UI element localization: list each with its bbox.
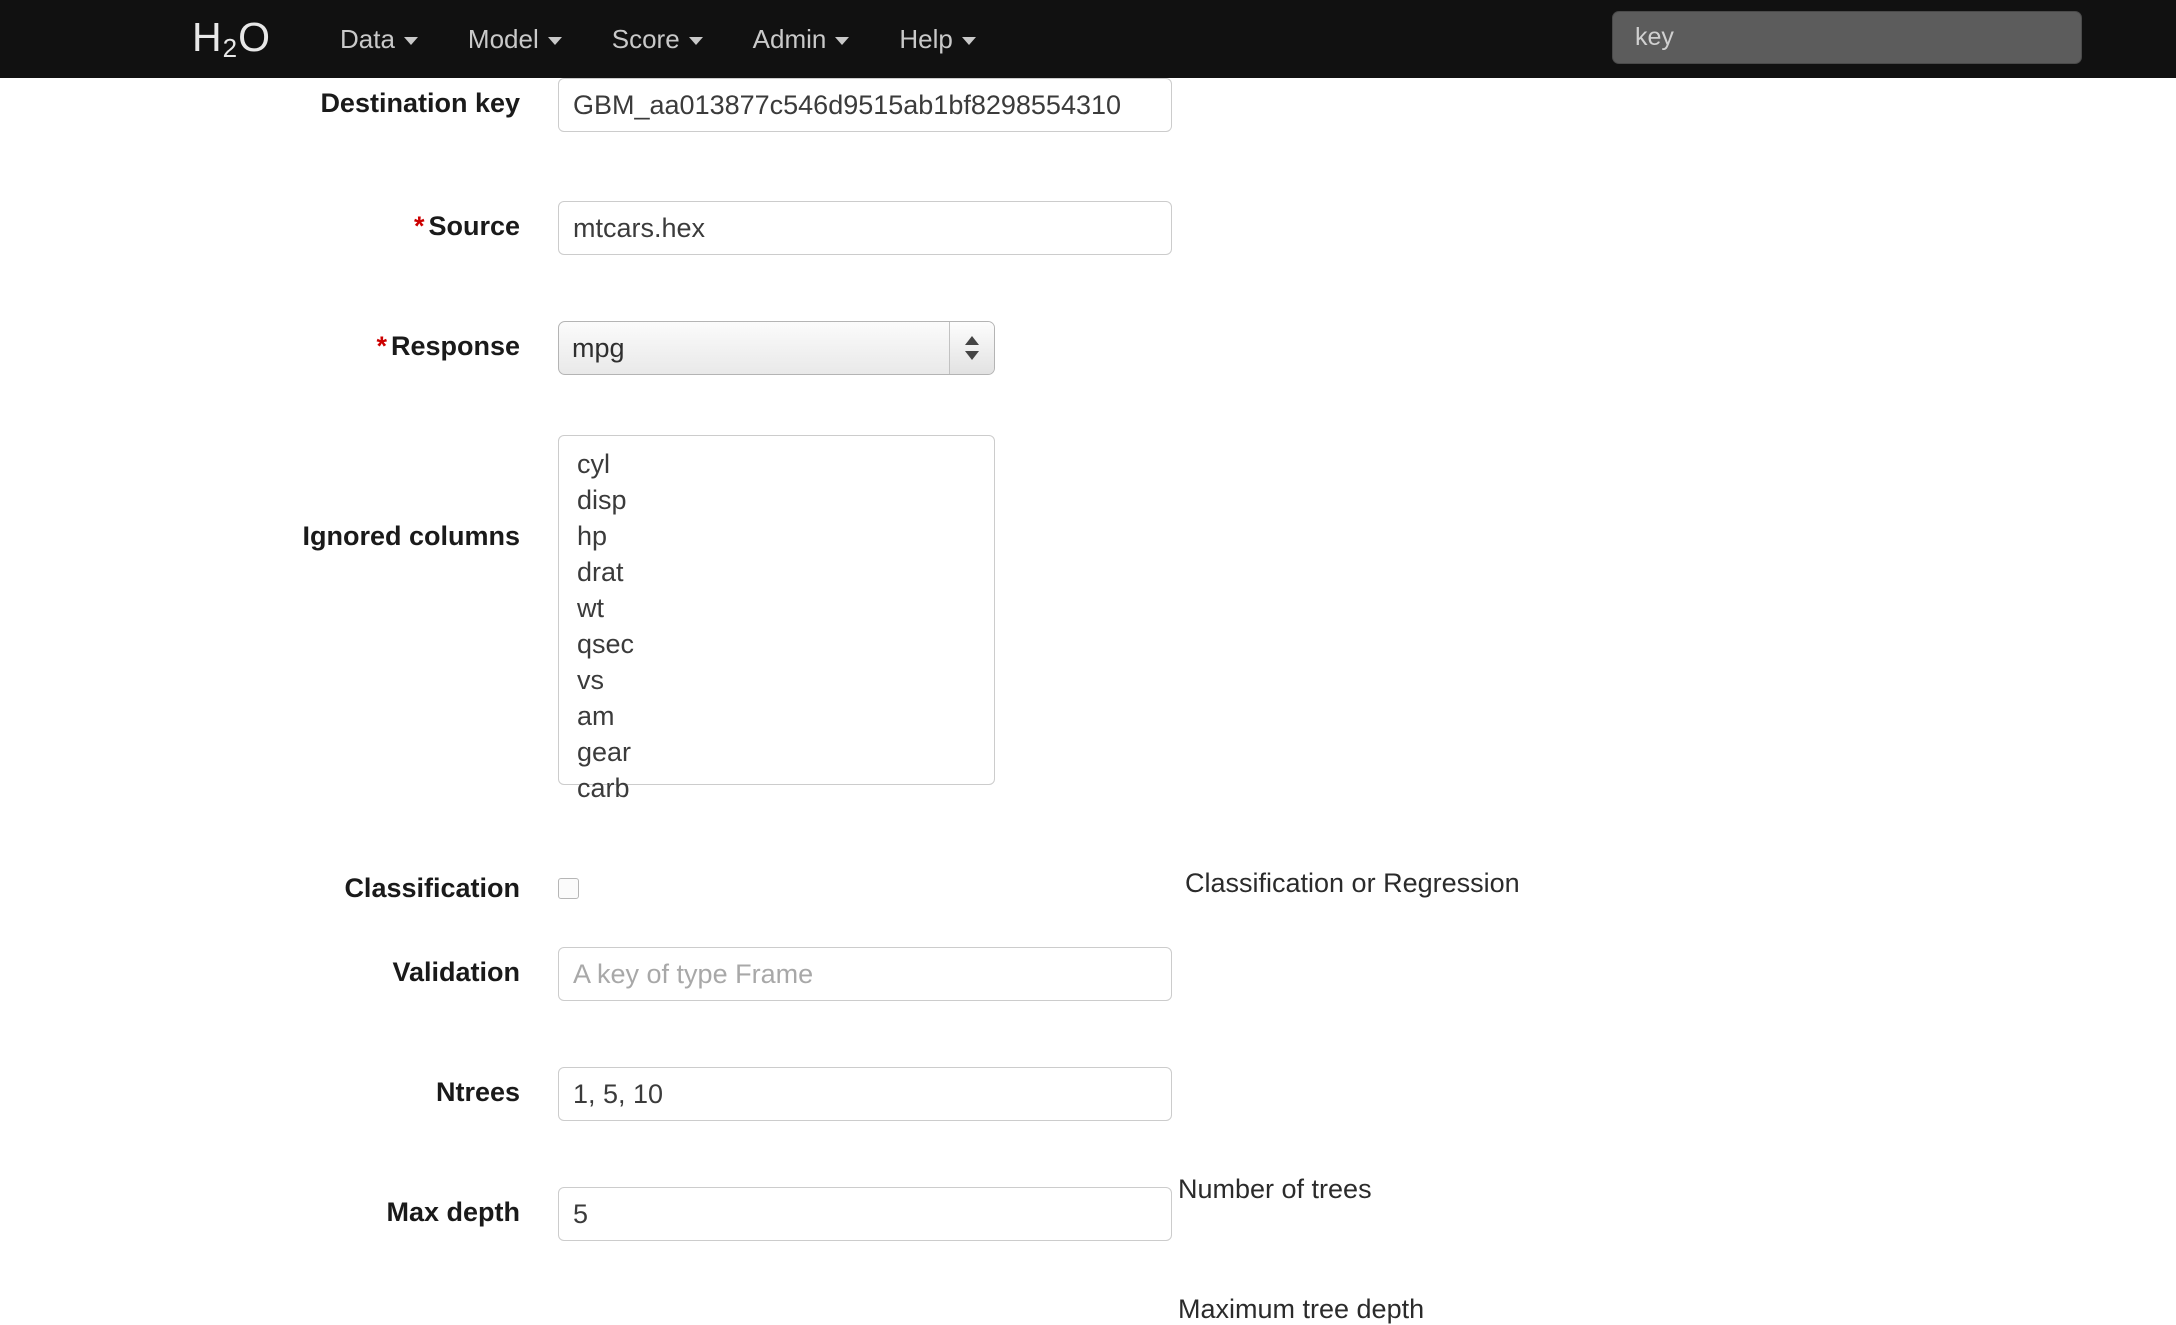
ignored-columns-option[interactable]: disp (577, 485, 627, 515)
ignored-columns-option[interactable]: cyl (577, 449, 610, 479)
source-required-marker: * (413, 211, 425, 241)
ignored-columns-option[interactable]: vs (577, 665, 604, 695)
max-depth-input[interactable] (558, 1187, 1172, 1241)
nav-item-score[interactable] (587, 0, 728, 78)
ignored-columns-label: Ignored columns (302, 521, 520, 551)
brand-text: H (192, 14, 223, 60)
response-label-text: Response (390, 331, 520, 361)
classification-checkbox[interactable] (558, 878, 579, 899)
response-select[interactable] (558, 321, 995, 375)
ignored-columns-control (558, 435, 995, 803)
chevron-down-icon (962, 37, 976, 45)
ignored-columns-option[interactable]: hp (577, 521, 608, 551)
nav-item-data[interactable] (315, 0, 443, 78)
chevron-down-icon (689, 37, 703, 45)
destination-key-input[interactable] (558, 78, 1172, 132)
ignored-columns-option[interactable]: am (577, 701, 615, 731)
h2o-logo[interactable] (192, 14, 271, 63)
chevron-down-icon (835, 37, 849, 45)
source-label (0, 211, 520, 242)
classification-label: Classification (344, 873, 520, 903)
classification-hint: Classification or Regression (1185, 868, 1520, 898)
search-input[interactable] (1612, 11, 2082, 64)
nav-item-admin-label: Admin (752, 23, 827, 54)
nav-item-score-label: Score (611, 23, 680, 54)
nav-item-help-label: Help (899, 23, 953, 54)
chevron-down-icon (548, 37, 562, 45)
ignored-columns-listbox[interactable] (558, 435, 995, 803)
response-required-marker: * (376, 331, 387, 361)
validation-label: Validation (392, 957, 520, 987)
nav-item-model[interactable] (443, 0, 587, 78)
max-depth-hint: Maximum tree depth (1178, 1294, 1425, 1324)
ntrees-control (558, 1067, 1172, 1121)
source-control (558, 201, 1172, 255)
nav-item-model-label: Model (467, 23, 539, 54)
source-label-text: Source (428, 211, 520, 241)
classification-control (558, 878, 579, 904)
ignored-columns-option[interactable]: drat (577, 557, 624, 587)
ntrees-input[interactable] (558, 1067, 1172, 1121)
brand-subscript: 2 (222, 33, 239, 63)
response-label (0, 331, 520, 362)
max-depth-control (558, 1187, 1172, 1241)
ignored-columns-option[interactable]: wt (577, 593, 604, 623)
nav-menu (315, 0, 1001, 78)
validation-input[interactable] (558, 947, 1172, 1001)
nav-item-admin[interactable] (728, 0, 875, 78)
brand-suffix: O (238, 14, 271, 60)
validation-control (558, 947, 1172, 1001)
response-control (558, 321, 995, 375)
ntrees-hint: Number of trees (1178, 1174, 1372, 1204)
ntrees-label: Ntrees (435, 1077, 520, 1107)
chevron-down-icon (404, 37, 418, 45)
ignored-columns-option[interactable]: gear (577, 737, 632, 767)
nav-item-data-label: Data (339, 23, 395, 54)
source-input[interactable] (558, 201, 1172, 255)
ignored-columns-option[interactable]: carb (577, 773, 630, 803)
ignored-columns-option[interactable]: qsec (577, 629, 635, 659)
max-depth-label: Max depth (386, 1197, 520, 1227)
nav-item-help[interactable] (874, 0, 1000, 78)
destination-key-control (558, 78, 1172, 132)
top-navbar (0, 0, 2176, 78)
destination-key-label: Destination key (320, 88, 520, 118)
